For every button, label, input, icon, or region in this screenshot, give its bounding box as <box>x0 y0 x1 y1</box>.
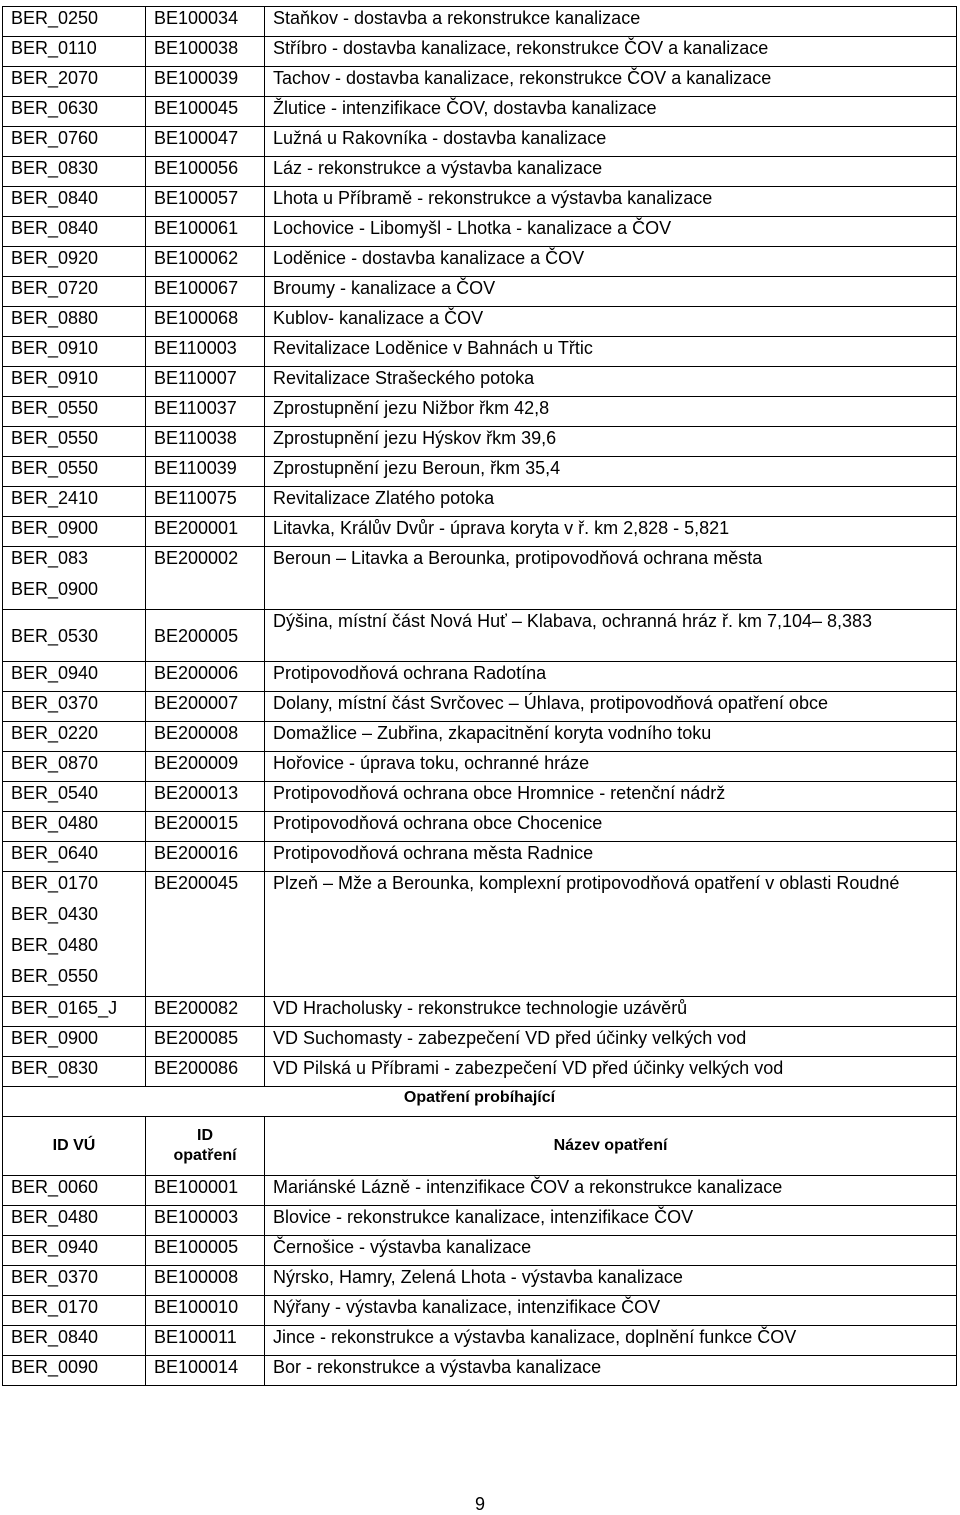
id-vu-value: BER_0550 <box>11 428 99 448</box>
cell-id-vu <box>3 97 146 127</box>
table-row <box>3 37 957 67</box>
table-row <box>3 1027 957 1057</box>
table-row <box>3 1356 957 1386</box>
id-vu-value: BER_0940 <box>11 663 99 683</box>
cell-id-vu <box>3 127 146 157</box>
cell-id-measure: BE200005 <box>146 610 265 662</box>
cell-id-vu <box>3 277 146 307</box>
id-vu-value: BER_0480 <box>11 1207 99 1227</box>
cell-measure-name: Zprostupnění jezu Nižbor řkm 42,8 <box>265 397 957 427</box>
table-row <box>3 397 957 427</box>
cell-id-measure: BE100011 <box>146 1326 265 1356</box>
id-vu-value: BER_0370 <box>11 693 99 713</box>
cell-measure-name: Litavka, Králův Dvůr - úprava koryta v ř. km 2,828 - 5,821 <box>265 517 957 547</box>
cell-measure-name: Žlutice - intenzifikace ČOV, dostavba kanalizace <box>265 97 957 127</box>
table-row <box>3 457 957 487</box>
cell-id-measure: BE100062 <box>146 247 265 277</box>
cell-id-vu <box>3 337 146 367</box>
cell-id-vu <box>3 782 146 812</box>
cell-measure-name: VD Suchomasty - zabezpečení VD před účinky velkých vod <box>265 1027 957 1057</box>
cell-id-measure: BE200016 <box>146 842 265 872</box>
cell-id-measure: BE200008 <box>146 722 265 752</box>
id-vu-value: BER_0220 <box>11 723 99 743</box>
id-vu-value: BER_0880 <box>11 308 99 328</box>
cell-id-vu <box>3 1206 146 1236</box>
cell-id-measure: BE200007 <box>146 692 265 722</box>
cell-id-vu <box>3 1176 146 1206</box>
id-vu-value: BER_0480 <box>11 813 99 833</box>
cell-id-measure: BE110039 <box>146 457 265 487</box>
cell-measure-name: Tachov - dostavba kanalizace, rekonstrukce ČOV a kanalizace <box>265 67 957 97</box>
cell-measure-name: Beroun – Litavka a Berounka, protipovodňová ochrana města <box>265 547 957 610</box>
cell-id-measure: BE100038 <box>146 37 265 67</box>
cell-id-vu <box>3 662 146 692</box>
cell-measure-name: VD Hracholusky - rekonstrukce technologie uzávěrů <box>265 997 957 1027</box>
table-row <box>3 610 957 662</box>
cell-id-measure: BE100056 <box>146 157 265 187</box>
table-row <box>3 692 957 722</box>
table-row <box>3 367 957 397</box>
id-vu-value: BER_0760 <box>11 128 99 148</box>
id-vu-value: BER_0550 <box>11 398 99 418</box>
header-measure-name: Název opatření <box>265 1117 957 1176</box>
cell-id-measure: BE100003 <box>146 1206 265 1236</box>
header-id-line1: ID <box>197 1127 213 1144</box>
table-row <box>3 547 957 610</box>
id-vu-value: BER_0090 <box>11 1357 99 1377</box>
cell-measure-name: Stříbro - dostavba kanalizace, rekonstrukce ČOV a kanalizace <box>265 37 957 67</box>
cell-id-measure: BE100001 <box>146 1176 265 1206</box>
cell-id-vu <box>3 367 146 397</box>
id-vu-value: BER_0165_J <box>11 998 118 1018</box>
table-row <box>3 752 957 782</box>
id-vu-value: BER_0720 <box>11 278 99 298</box>
cell-measure-name: Protipovodňová ochrana Radotína <box>265 662 957 692</box>
table-row <box>3 217 957 247</box>
id-vu-value: BER_2410 <box>11 488 99 508</box>
table-row <box>3 1057 957 1087</box>
page-number: 9 <box>474 1494 485 1514</box>
cell-id-measure: BE200085 <box>146 1027 265 1057</box>
cell-id-vu <box>3 397 146 427</box>
id-vu-value: BER_0550 <box>11 458 99 478</box>
cell-id-vu <box>3 517 146 547</box>
table-row <box>3 722 957 752</box>
id-vu-value: BER_0900 <box>11 579 99 599</box>
id-vu-value: BER_0840 <box>11 188 99 208</box>
cell-measure-name: Lochovice - Libomyšl - Lhotka - kanalizace a ČOV <box>265 217 957 247</box>
table-row <box>3 1176 957 1206</box>
cell-measure-name: Protipovodňová ochrana obce Hromnice - retenční nádrž <box>265 782 957 812</box>
cell-id-vu <box>3 307 146 337</box>
table-row <box>3 157 957 187</box>
id-vu-value: BER_0940 <box>11 1237 99 1257</box>
cell-measure-name: Hořovice - úprava toku, ochranné hráze <box>265 752 957 782</box>
cell-id-measure: BE100008 <box>146 1266 265 1296</box>
cell-measure-name: Protipovodňová ochrana obce Chocenice <box>265 812 957 842</box>
section-header-body <box>3 1087 957 1176</box>
cell-id-measure: BE110075 <box>146 487 265 517</box>
cell-id-measure: BE200086 <box>146 1057 265 1087</box>
header-id-measure <box>146 1117 265 1176</box>
table-row <box>3 782 957 812</box>
table-row <box>3 487 957 517</box>
cell-id-vu <box>3 1296 146 1326</box>
cell-measure-name: Mariánské Lázně - intenzifikace ČOV a rekonstrukce kanalizace <box>265 1176 957 1206</box>
cell-measure-name: Dýšina, místní část Nová Huť – Klabava, ochranná hráz ř. km 7,104– 8,383 <box>265 610 957 662</box>
cell-id-vu <box>3 547 146 610</box>
cell-id-measure: BE100014 <box>146 1356 265 1386</box>
table-row <box>3 247 957 277</box>
header-id-line2: opatření <box>173 1147 237 1164</box>
cell-id-measure: BE110007 <box>146 367 265 397</box>
id-vu-value: BER_0910 <box>11 338 99 358</box>
cell-id-vu <box>3 427 146 457</box>
cell-measure-name: Revitalizace Strašeckého potoka <box>265 367 957 397</box>
cell-id-measure: BE200002 <box>146 547 265 610</box>
cell-id-vu <box>3 7 146 37</box>
id-vu-value: BER_0900 <box>11 1028 99 1048</box>
ongoing-measures-body <box>3 1176 957 1386</box>
id-vu-value: BER_0830 <box>11 158 99 178</box>
cell-id-measure: BE100005 <box>146 1236 265 1266</box>
cell-id-vu <box>3 722 146 752</box>
id-vu-value: BER_0110 <box>11 38 97 58</box>
table-row <box>3 277 957 307</box>
table-row <box>3 427 957 457</box>
measures-table <box>2 6 957 1386</box>
id-vu-value: BER_0920 <box>11 248 99 268</box>
id-vu-value: BER_0430 <box>11 904 99 924</box>
table-row <box>3 1296 957 1326</box>
id-vu-value: BER_0640 <box>11 843 99 863</box>
cell-measure-name: Loděnice - dostavba kanalizace a ČOV <box>265 247 957 277</box>
cell-measure-name: Domažlice – Zubřina, zkapacitnění koryta vodního toku <box>265 722 957 752</box>
cell-id-vu <box>3 487 146 517</box>
cell-id-vu <box>3 457 146 487</box>
cell-measure-name: Láz - rekonstrukce a výstavba kanalizace <box>265 157 957 187</box>
cell-measure-name: Blovice - rekonstrukce kanalizace, intenzifikace ČOV <box>265 1206 957 1236</box>
id-vu-value: BER_0870 <box>11 753 99 773</box>
cell-id-vu <box>3 217 146 247</box>
table-row <box>3 307 957 337</box>
section-title-row <box>3 1087 957 1117</box>
table-row <box>3 67 957 97</box>
cell-id-vu <box>3 752 146 782</box>
cell-measure-name: Revitalizace Zlatého potoka <box>265 487 957 517</box>
cell-id-vu <box>3 872 146 997</box>
completed-measures-body <box>3 7 957 1087</box>
cell-id-vu <box>3 247 146 277</box>
cell-id-vu <box>3 1236 146 1266</box>
id-vu-value: BER_0530 <box>11 625 99 646</box>
cell-id-measure: BE100039 <box>146 67 265 97</box>
id-vu-value: BER_0550 <box>11 966 99 986</box>
cell-measure-name: Zprostupnění jezu Hýskov řkm 39,6 <box>265 427 957 457</box>
id-vu-value: BER_0830 <box>11 1058 99 1078</box>
cell-id-measure: BE100045 <box>146 97 265 127</box>
cell-id-vu <box>3 67 146 97</box>
id-vu-value: BER_0170 <box>11 873 99 893</box>
table-row <box>3 872 957 997</box>
cell-measure-name: VD Pilská u Příbrami - zabezpečení VD před účinky velkých vod <box>265 1057 957 1087</box>
table-row <box>3 1206 957 1236</box>
cell-id-measure: BE110037 <box>146 397 265 427</box>
section-title: Opatření probíhající <box>3 1087 957 1117</box>
cell-id-vu <box>3 610 146 662</box>
header-id-vu: ID VÚ <box>3 1117 146 1176</box>
table-row <box>3 517 957 547</box>
cell-id-vu <box>3 1027 146 1057</box>
cell-id-measure: BE100061 <box>146 217 265 247</box>
cell-id-vu <box>3 1266 146 1296</box>
cell-measure-name: Černošice - výstavba kanalizace <box>265 1236 957 1266</box>
cell-measure-name: Zprostupnění jezu Beroun, řkm 35,4 <box>265 457 957 487</box>
cell-id-measure: BE200009 <box>146 752 265 782</box>
id-vu-value: BER_0060 <box>11 1177 99 1197</box>
cell-id-measure: BE200045 <box>146 872 265 997</box>
id-vu-value: BER_0900 <box>11 518 99 538</box>
id-vu-value: BER_0630 <box>11 98 99 118</box>
id-vu-value: BER_2070 <box>11 68 99 88</box>
cell-id-vu <box>3 692 146 722</box>
cell-id-measure: BE200006 <box>146 662 265 692</box>
table-row <box>3 337 957 367</box>
id-vu-value: BER_0250 <box>11 8 99 28</box>
column-header-row <box>3 1117 957 1176</box>
cell-measure-name: Kublov- kanalizace a ČOV <box>265 307 957 337</box>
table-row <box>3 662 957 692</box>
cell-measure-name: Nýrsko, Hamry, Zelená Lhota - výstavba kanalizace <box>265 1266 957 1296</box>
cell-id-vu <box>3 812 146 842</box>
cell-id-measure: BE100034 <box>146 7 265 37</box>
cell-id-vu <box>3 157 146 187</box>
table-row <box>3 1236 957 1266</box>
cell-id-measure: BE200015 <box>146 812 265 842</box>
table-row <box>3 1266 957 1296</box>
table-row <box>3 1326 957 1356</box>
cell-measure-name: Dolany, místní část Svrčovec – Úhlava, protipovodňová opatření obce <box>265 692 957 722</box>
cell-id-measure: BE110003 <box>146 337 265 367</box>
id-vu-value: BER_0540 <box>11 783 99 803</box>
table-row <box>3 187 957 217</box>
id-vu-value: BER_0170 <box>11 1297 99 1317</box>
table-row <box>3 842 957 872</box>
id-vu-value: BER_0840 <box>11 1327 99 1347</box>
cell-measure-name: Nýřany - výstavba kanalizace, intenzifikace ČOV <box>265 1296 957 1326</box>
cell-measure-name: Plzeň – Mže a Berounka, komplexní protipovodňová opatření v oblasti Roudné <box>265 872 957 997</box>
cell-id-vu <box>3 1057 146 1087</box>
cell-id-measure: BE100067 <box>146 277 265 307</box>
table-row <box>3 127 957 157</box>
table-row <box>3 812 957 842</box>
id-vu-value: BER_083 <box>11 548 89 568</box>
cell-id-measure: BE100010 <box>146 1296 265 1326</box>
id-vu-value: BER_0910 <box>11 368 99 388</box>
cell-id-measure: BE200001 <box>146 517 265 547</box>
cell-id-measure: BE100068 <box>146 307 265 337</box>
id-vu-value: BER_0370 <box>11 1267 99 1287</box>
cell-measure-name: Broumy - kanalizace a ČOV <box>265 277 957 307</box>
cell-measure-name: Bor - rekonstrukce a výstavba kanalizace <box>265 1356 957 1386</box>
cell-id-vu <box>3 997 146 1027</box>
cell-id-vu <box>3 187 146 217</box>
table-row <box>3 997 957 1027</box>
id-vu-value: BER_0840 <box>11 218 99 238</box>
cell-id-measure: BE100047 <box>146 127 265 157</box>
cell-measure-name: Staňkov - dostavba a rekonstrukce kanalizace <box>265 7 957 37</box>
cell-id-measure: BE200082 <box>146 997 265 1027</box>
cell-id-vu <box>3 1326 146 1356</box>
cell-id-measure: BE200013 <box>146 782 265 812</box>
cell-id-measure: BE110038 <box>146 427 265 457</box>
table-row <box>3 97 957 127</box>
id-vu-value: BER_0480 <box>11 935 99 955</box>
table-row <box>3 7 957 37</box>
cell-measure-name: Revitalizace Loděnice v Bahnách u Třtic <box>265 337 957 367</box>
cell-measure-name: Jince - rekonstrukce a výstavba kanalizace, doplnění funkce ČOV <box>265 1326 957 1356</box>
cell-measure-name: Lužná u Rakovníka - dostavba kanalizace <box>265 127 957 157</box>
cell-id-vu <box>3 1356 146 1386</box>
cell-id-vu <box>3 37 146 67</box>
cell-measure-name: Protipovodňová ochrana města Radnice <box>265 842 957 872</box>
cell-id-measure: BE100057 <box>146 187 265 217</box>
cell-measure-name: Lhota u Příbramě - rekonstrukce a výstavba kanalizace <box>265 187 957 217</box>
cell-id-vu <box>3 842 146 872</box>
